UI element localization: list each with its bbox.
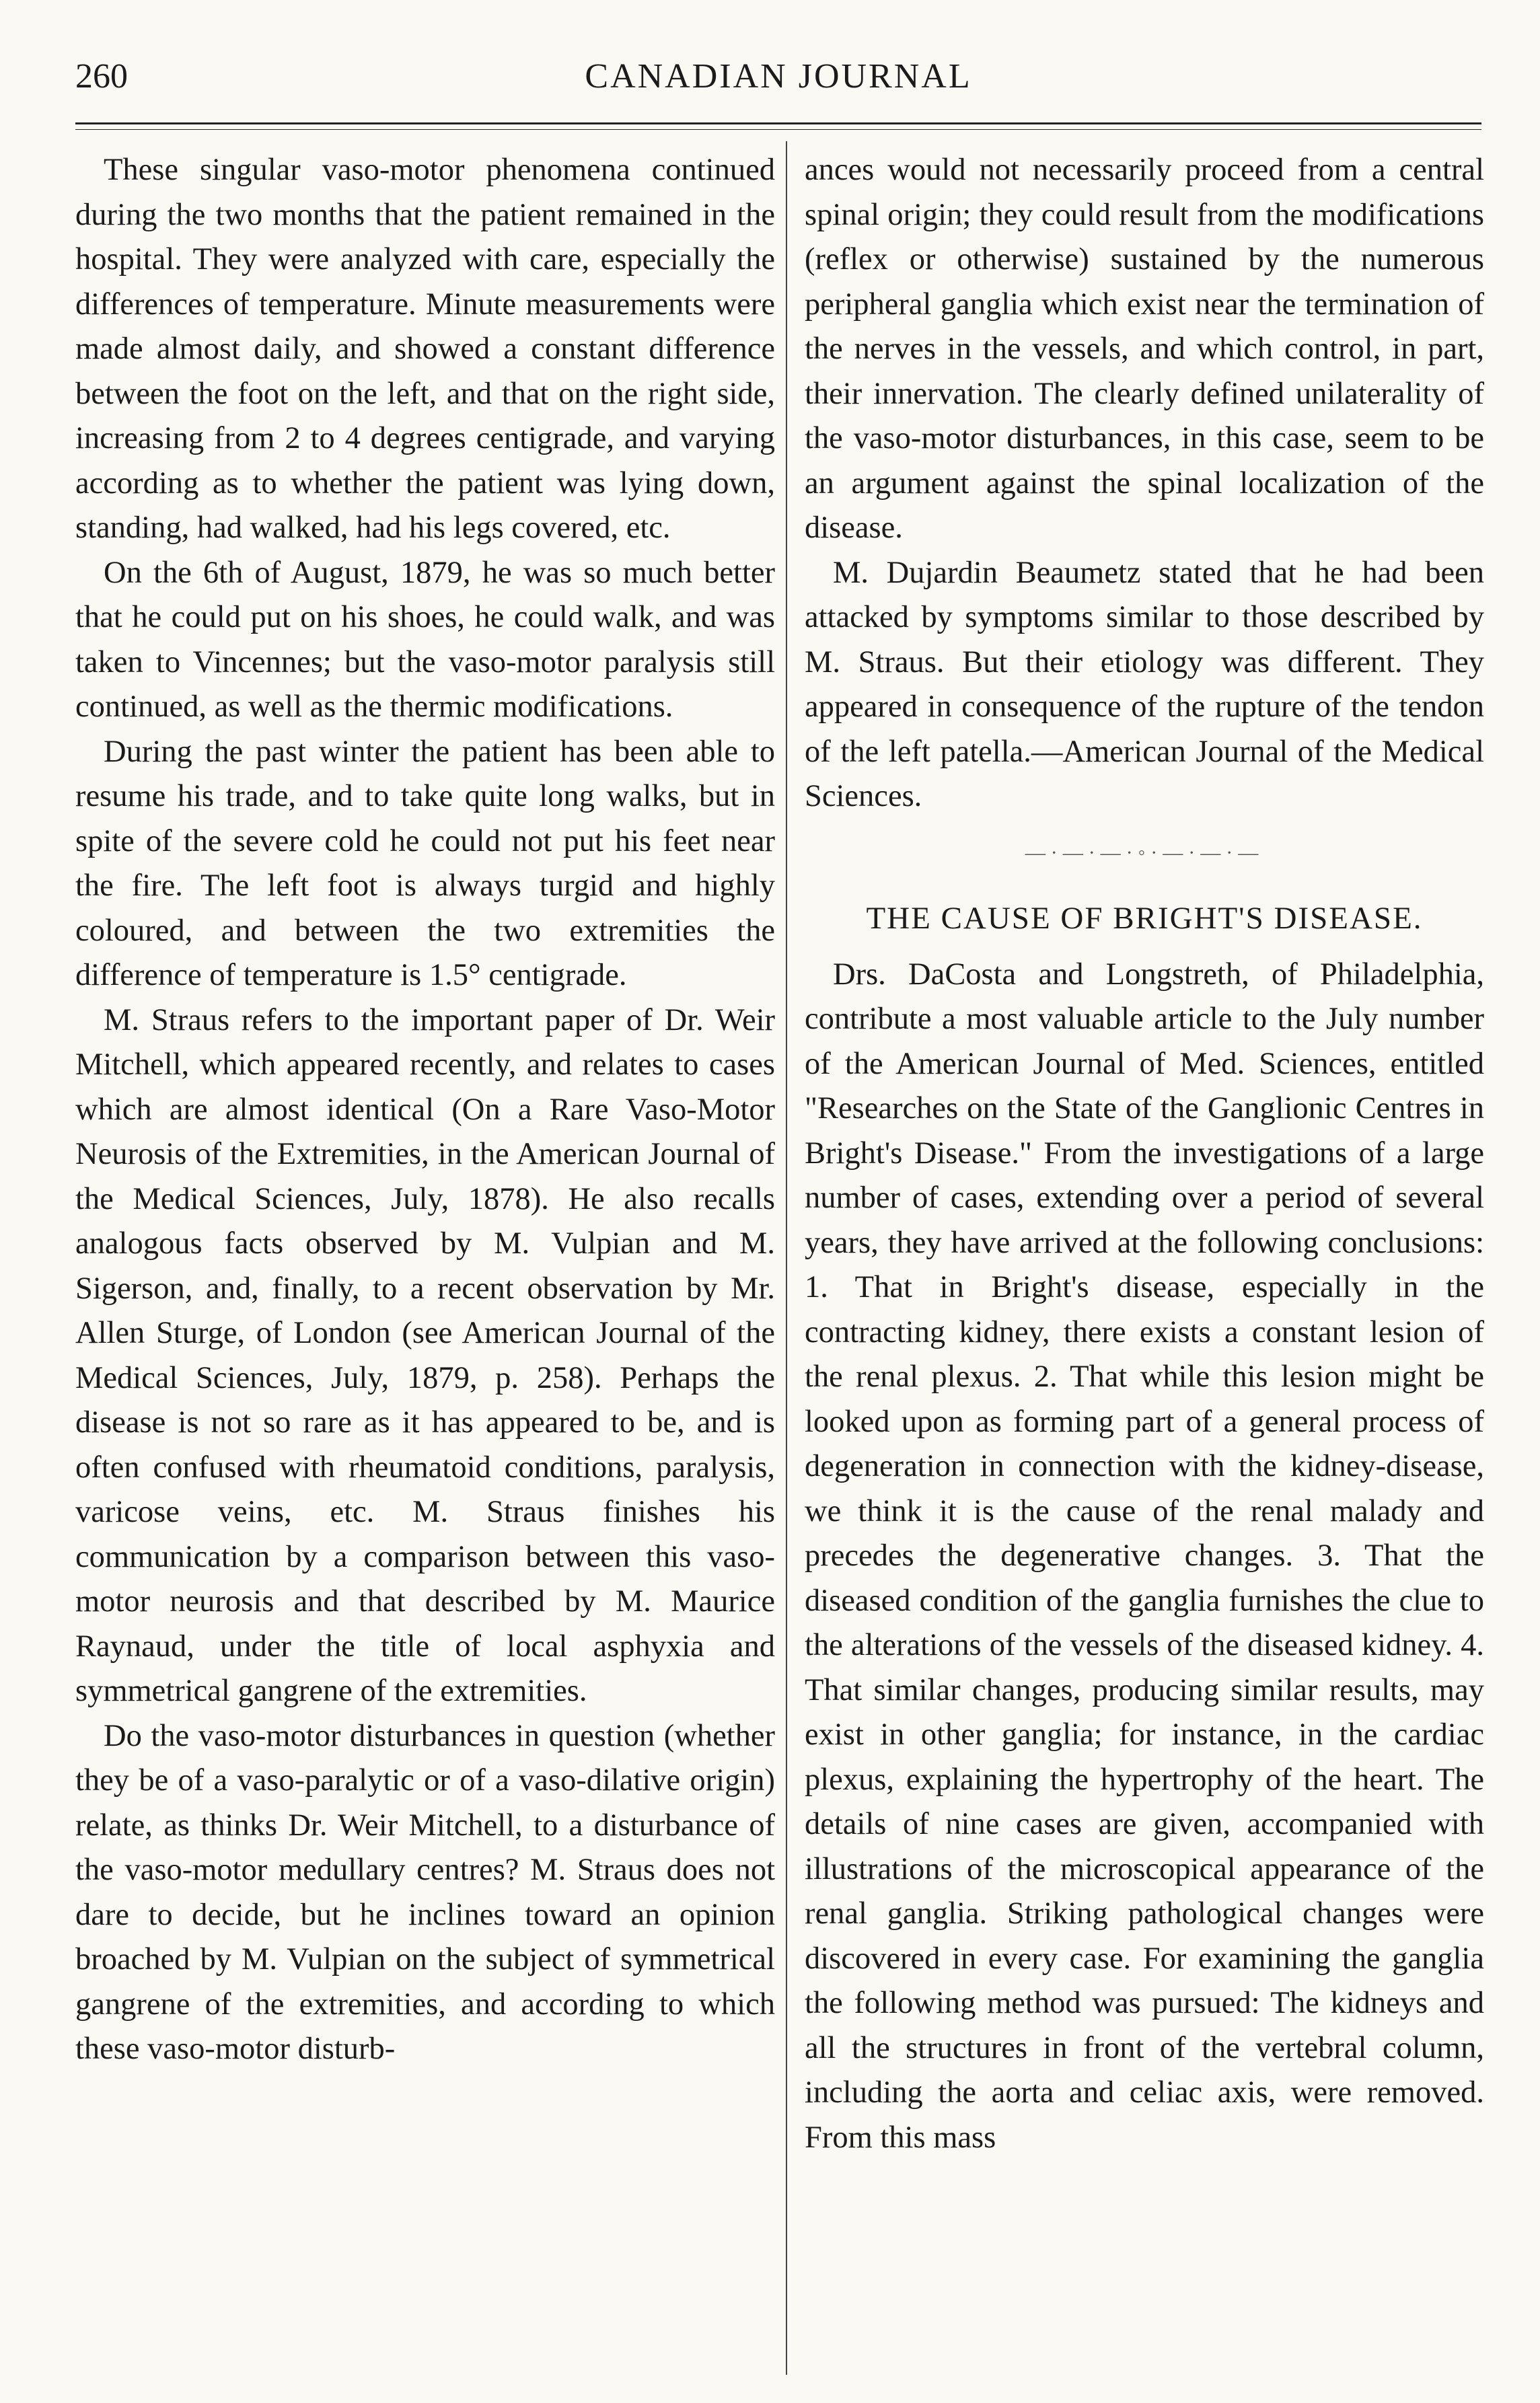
paragraph: ances would not necessarily proceed from a central spinal origin; they could result from the modifications (reflex or otherwise) sustained by the numerous peripheral ganglia which exist near the termination of the nerves in the vessels, and which control, in part, their innervation. The clearly defined unilaterality of the vaso-motor disturbances, in this case, seem to be an argument against the spinal localization of the disease. [805,153,1484,545]
paragraph: M. Straus refers to the important paper of Dr. Weir Mitchell, which appeared recently, and relates to cases which are almost identical (On a Rare Vaso-Motor Neurosis of the Extremities, in the American Journal of the Medical Sciences, July, 1878). He also recalls analogous facts observed by M. Vulpian and M. Sigerson, and, finally, to a recent observation by Mr. Allen Sturge, of London (see American Journal of the Medical Sciences, July, 1879, p. 258). Perhaps the disease is not so rare as it has appeared to be, and is often confused with rheumatoid conditions, paralysis, varicose veins, etc. M. Straus finishes his communication by a comparison between this vaso-motor neurosis and that described by M. Maurice Raynaud, under the title of local asphyxia and symmetrical gangrene of the extremities. [75,1002,775,1708]
paragraph: On the 6th of August, 1879, he was so much better that he could put on his shoes, he could walk, and was taken to Vincennes; but the vaso-motor paralysis still continued, as well as the thermic modifications. [75,555,775,724]
paragraph: During the past winter the patient has been able to resume his trade, and to take quite long walks, but in spite of the severe cold he could not put his feet near the fire. The left foot is always turgid and highly coloured, and between the two extremities the difference of temperature is 1.5° centigrade. [75,734,775,992]
section-ornament: —·—·—·◦·—·—·— [1025,841,1264,864]
paragraph: Do the vaso-motor disturbances in question (whether they be of a vaso-paralytic or of a vaso-dilative origin) relate, as thinks Dr. Weir Mitchell, to a disturbance of the vaso-motor medullary centres? M. Straus does not dare to decide, but he inclines toward an opinion broached by M. Vulpian on the subject of symmetrical gangrene of the extremities, and according to which these vaso-motor disturb- [75,1718,775,2066]
header-rule [75,122,1481,124]
header-rule-thin [75,129,1481,130]
journal-title: CANADIAN JOURNAL [585,57,972,96]
paragraph: These singular vaso-motor phenomena continued during the two months that the patient remained in the hospital. They were analyzed with care, especially the differences of temperature. Minute measurements were made almost daily, and showed a constant difference between the foot on the left, and that on the right side, increasing from 2 to 4 degrees centigrade, and varying according as to whether the patient was lying down, standing, had walked, had his legs covered, etc. [75,153,775,545]
paragraph: Drs. DaCosta and Longstreth, of Philadelphia, contribute a most valuable article to the July number of the American Journal of Med. Sciences, entitled "Researches on the State of the Ganglionic Centres in Bright's Disease." From the investigations of a large number of cases, extending over a period of several years, they have arrived at the following conclusions: 1. That in Bright's disease, especially in the contracting kidney, there exists a constant lesion of the renal plexus. 2. That while this lesion might be looked upon as forming part of a general process of degeneration in connection with the kidney-disease, we think it is the cause of the renal malady and precedes the degenerative changes. 3. That the diseased condition of the ganglia furnishes the clue to the alterations of the vessels of the diseased kidney. 4. That similar changes, producing similar results, may exist in other ganglia; for instance, in the cardiac plexus, explaining the hypertrophy of the heart. The details of nine cases are given, accompanied with illustrations of the microscopical appearance of the renal ganglia. Striking pathological changes were discovered in every case. For examining the ganglia the following method was pursued: The kidneys and all the structures in front of the vertebral column, including the aorta and celiac axis, were removed. From this mass [805,957,1484,2155]
section-heading: THE CAUSE OF BRIGHT'S DISEASE. [866,900,1423,936]
right-column [805,148,1484,2160]
column-divider [786,141,787,2375]
paragraph: M. Dujardin Beaumetz stated that he had been attacked by symptoms similar to those described by M. Straus. But their etiology was different. They appeared in consequence of the rupture of the tendon of the left patella.—American Journal of the Medical Sciences. [805,555,1484,813]
left-column [75,148,775,2072]
page-header [75,59,1481,113]
page-number: 260 [75,57,128,96]
